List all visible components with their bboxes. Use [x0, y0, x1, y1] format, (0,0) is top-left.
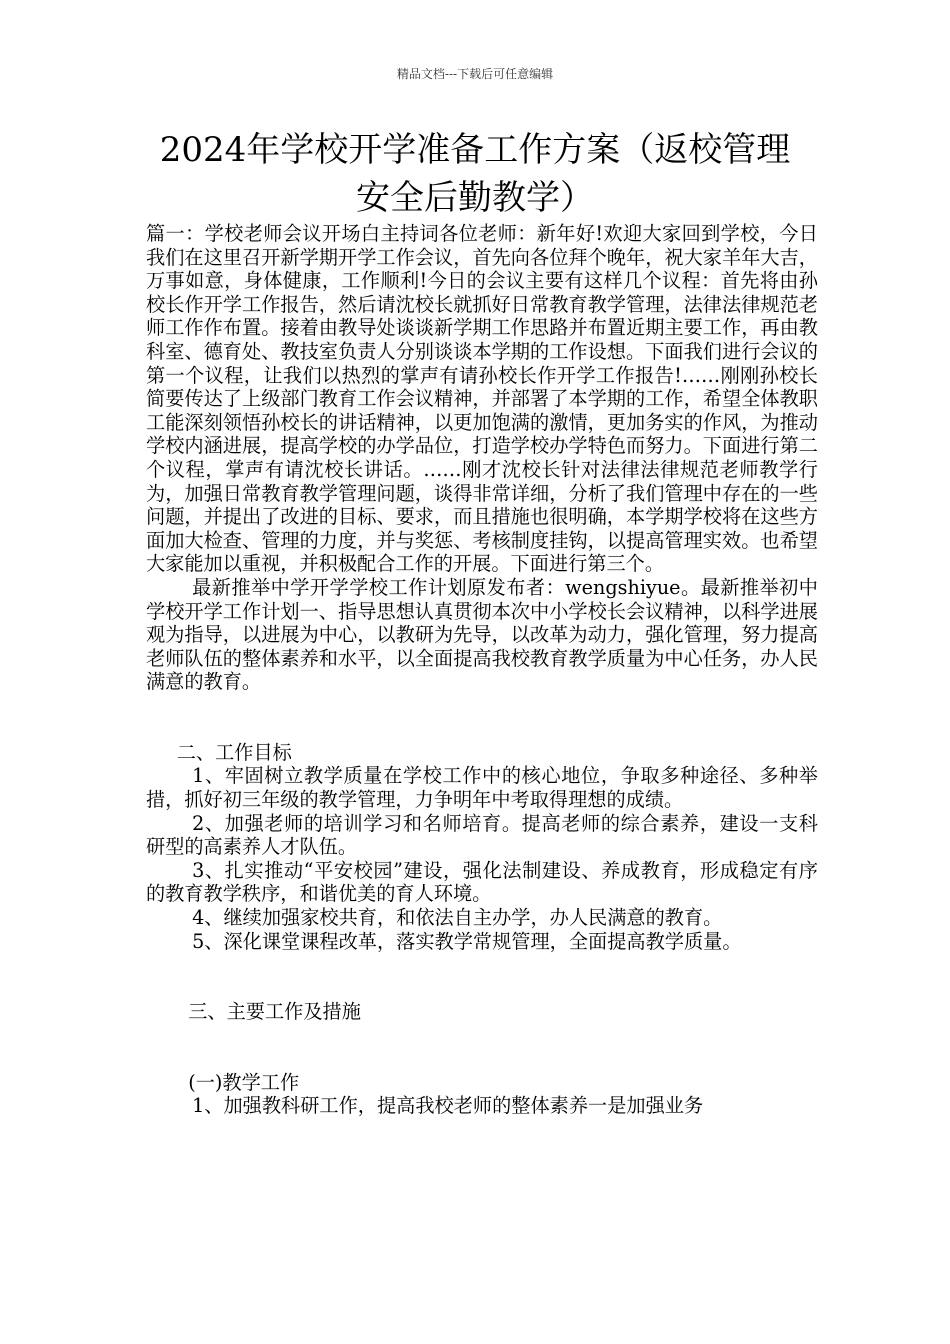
goal-item-3: 3、扎实推动“平安校园”建设，强化法制建设、养成教育，形成稳定有序的教育教学秩序，和谐优美的育人环境。 [146, 858, 818, 906]
paragraph-opening-speech: 篇一：学校老师会议开场白主持词各位老师：新年好!欢迎大家回到学校，今日我们在这里召开新学期开学工作会议，首先向各位拜个晚年，祝大家羊年大吉，万事如意，身体健康，工作顺利!今日的会议主要有这样几个议程：首先将由孙校长作开学工作报告，然后请沈校长就抓好日常教育教学管理，法律法律规范老师工作作布置。接着由教导处谈谈新学期工作思路并布置近期主要工作，再由教科室、德育处、教技室负责人分别谈谈本学期的工作设想。下面我们进行会议的第一个议程，让我们以热烈的掌声有请孙校长作开学工作报告!……刚刚孙校长简要传达了上级部门教育工作会议精神，并部署了本学期的工作，希望全体教职工能深刻领悟孙校长的讲话精神，以更加饱满的激情，更加务实的作风，为推动学校内涵进展，提高学校的办学品位，打造学校办学特色而努力。下面进行第二个议程，掌声有请沈校长讲话。……刚才沈校长针对法律法律规范老师教学行为，加强日常教育教学管理问题，谈得非常详细，分析了我们管理中存在的一些问题，并提出了改进的目标、要求，而且措施也很明确，本学期学校将在这些方面加大检查、管理的力度，并与奖惩、考核制度挂钩，以提高管理实效。也希望大家能加以重视，并积极配合工作的开展。下面进行第三个。 [146, 222, 818, 576]
goal-item-5: 5、深化课堂课程改革，落实教学常规管理，全面提高教学质量。 [192, 929, 742, 953]
goal-item-4: 4、继续加强家校共育，和依法自主办学，办人民满意的教育。 [192, 906, 723, 930]
teaching-item-1: 1、加强教科研工作，提高我校老师的整体素养一是加强业务 [192, 1094, 704, 1118]
document-title-line1: 2024年学校开学准备工作方案（返校管理 [159, 130, 791, 170]
subsection-heading-teaching: (一)教学工作 [188, 1070, 300, 1094]
header-note: 精品文档---下载后可任意编辑 [396, 67, 554, 81]
document-title [130, 126, 820, 222]
spacer [146, 953, 818, 1000]
section-heading-work-goals: 二、工作目标 [176, 740, 292, 764]
goal-item-1: 1、牢固树立教学质量在学校工作中的核心地位，争取多种途径、多种举措，抓好初三年级的教学管理，力争明年中考取得理想的成绩。 [146, 764, 818, 812]
document-body [146, 222, 818, 1118]
spacer [146, 1024, 818, 1071]
goal-item-2: 2、加强老师的培训学习和名师培育。提高老师的综合素养，建设一支科研型的高素养人才队伍。 [146, 811, 818, 859]
document-title-line2: 安全后勤教学） [356, 178, 594, 218]
section-heading-main-measures: 三、主要工作及措施 [188, 1000, 361, 1024]
spacer [146, 694, 818, 741]
paragraph-guiding-thought: 最新推举中学开学学校工作计划原发布者：wengshiyue。最新推举初中学校开学工作计划一、指导思想认真贯彻本次中小学校长会议精神，以科学进展观为指导，以进展为中心，以教研为先导，以改革为动力，强化管理，努力提高老师队伍的整体素养和水平，以全面提高我校教育教学质量为中心任务，办人民满意的教育。 [146, 575, 818, 694]
